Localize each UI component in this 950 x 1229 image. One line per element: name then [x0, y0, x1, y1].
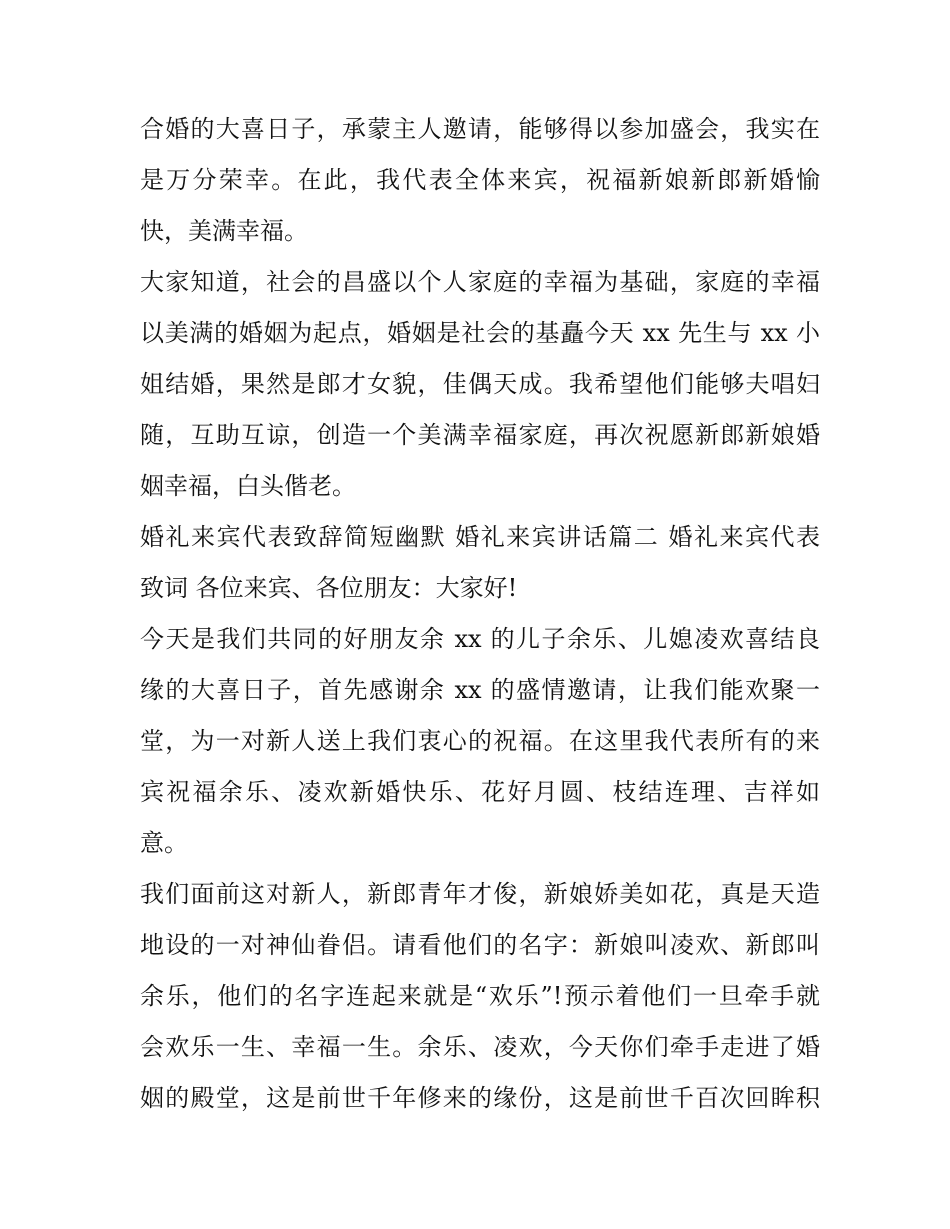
text-line: 以美满的婚姻为起点，婚姻是社会的基矗今天 xx 先生与 xx 小 — [140, 319, 820, 347]
body-text — [140, 104, 820, 1124]
text-line: 意。 — [140, 829, 188, 857]
text-line: 姻幸福，白头偕老。 — [140, 472, 356, 500]
text-line: 大家知道，社会的昌盛以个人家庭的幸福为基础，家庭的幸福 — [140, 268, 820, 296]
text-line: 婚礼来宾代表致辞简短幽默 婚礼来宾讲话篇二 婚礼来宾代表 — [140, 523, 820, 551]
text-line: 堂，为一对新人送上我们衷心的祝福。在这里我代表所有的来 — [140, 727, 820, 755]
text-line: 余乐，他们的名字连起来就是“欢乐”!预示着他们一旦牵手就 — [140, 982, 820, 1010]
text-line: 是万分荣幸。在此，我代表全体来宾，祝福新娘新郎新婚愉 — [140, 166, 820, 194]
text-line: 缘的大喜日子，首先感谢余 xx 的盛情邀请，让我们能欢聚一 — [140, 676, 820, 704]
text-line: 我们面前这对新人，新郎青年才俊，新娘娇美如花，真是天造 — [140, 880, 820, 908]
text-line: 快，美满幸福。 — [140, 217, 308, 245]
text-line: 合婚的大喜日子，承蒙主人邀请，能够得以参加盛会，我实在 — [140, 115, 820, 143]
text-line: 会欢乐一生、幸福一生。余乐、凌欢，今天你们牵手走进了婚 — [140, 1033, 820, 1061]
text-line: 姻的殿堂，这是前世千年修来的缘份，这是前世千百次回眸积 — [140, 1084, 820, 1112]
text-line: 宾祝福余乐、凌欢新婚快乐、花好月圆、枝结连理、吉祥如 — [140, 778, 820, 806]
text-line: 今天是我们共同的好朋友余 xx 的儿子余乐、儿媳凌欢喜结良 — [140, 625, 820, 653]
text-line: 姐结婚，果然是郎才女貌，佳偶天成。我希望他们能够夫唱妇 — [140, 370, 820, 398]
text-line: 致词 各位来宾、各位朋友：大家好! — [140, 574, 518, 602]
text-line: 随，互助互谅，创造一个美满幸福家庭，再次祝愿新郎新娘婚 — [140, 421, 820, 449]
text-line: 地设的一对神仙眷侣。请看他们的名字：新娘叫凌欢、新郎叫 — [140, 931, 820, 959]
